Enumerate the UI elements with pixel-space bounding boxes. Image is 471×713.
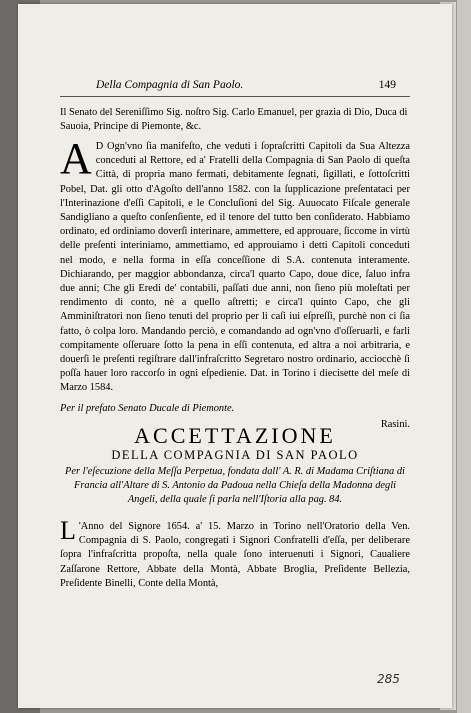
section-intro: Per l'eſecuzione della Meſſa Perpetua, fondata dall' A. R. di Madama Criſtiana di Francia all'Altare di S. Antonio da Padoua nella Chieſa della Madonna degli Angeli, della quale ſi parla nell'Iſtoria alla pag. 84. [65,466,405,505]
handwritten-note: 285 [377,672,400,686]
page-number: 149 [378,79,396,91]
acts-dropcap: L [60,516,76,545]
signature-line: Per il prefato Senato Ducale di Piemonte. [60,403,235,414]
signer-name: Rasini. [380,419,410,430]
section-title: ACCETTAZIONE [134,423,336,448]
header-rule [60,96,410,97]
section-subtitle: DELLA COMPAGNIA DI SAN PAOLO [111,448,359,462]
acts-paragraph [60,516,410,591]
decree-dropcap: A [60,134,92,183]
acts-text: 'Anno del Signore 1654. a' 15. Marzo in Torino nell'Oratorio della Ven. Compagnia di S. Paolo, congregati i Signori Confratelli d'eſſa, per deliberare ſopra l'infraſcritta propoſta, nella quale ſono interuenuti i Signori, Caualiere Zaſſarone Rettore, Abbate della Montà, Abbate Broglia, Preſidente Bellezia, Preſidente Binelli, Conte della Montà, [60,521,410,589]
scan-margin-right [457,0,471,713]
running-header [96,79,426,91]
running-title: Della Compagnia di San Paolo. [96,79,244,91]
senate-line: Il Senato del Sereniſſimo Sig. noſtro Sig. Carlo Emanuel, per grazia di Dio, Duca di Sauoia, Principe di Piemonte, &c. [60,107,408,133]
decree-paragraph [60,134,410,396]
decree-text: D Ogn'vno ſia manifeſto, che veduti i ſopraſcritti Capitoli da Sua Altezza conceduti al Rettore, ed a' Fratelli della Compagnia di San Paolo di queſta Città, di propria mano fermati, debitamente ſegnati, ſigillati, e ſottoſcritti Pobel, Dat. gli otto d'Agoſto dell'anno 1582. con la ſupplicazione preſentataci per l'Interinazione d'eſſi Capitoli, e le Concluſioni del Sig. Auuocato Fiſcale generale Sandigliano a queſto conſenſiente, ed il tenore del tutto ben conſiderato. Habbiamo ordinato, ed ordiniamo doverſi interinare, ammettere, ed approuare, ſiccome in virtù delle preſenti interiniamo, ammettiamo, ed approuiamo i detti Capitoli conceduti nel modo, e nella forma in eſſa conceſſione di S.A. contenuta interamente. Dichiarando, per maggior abbondanza, circa'l quarto Capo, doue dice, ſaluo infra due anni; Che gli Eredi de' contabili, paſſati due anni, non ſieno più moleſtati per rendimento di conto, nè a quello aſtretti; e circa'l quinto Capo, che gli Amminiſtratori non ſieno tenuti del proprio per li caſi iui eſpreſſi, purchè non ci ſia fatto, ò colpa loro. Mandando perciò, e comandando ad ogn'vno d'oſſeruarli, e farli compitamente oſſeruare ſotto la pena in eſſi contenuta, ed altra a noi arbitraria, e douerſi le preſenti regiſtrare dall'infraſcritto Segretaro nostro ordinario, acciocchè ſi poſſa hauer loro raccorſo in ogni eſpedienie. Dat. in Torino i diecisette del meſe di Marzo 1584. [60,141,410,394]
